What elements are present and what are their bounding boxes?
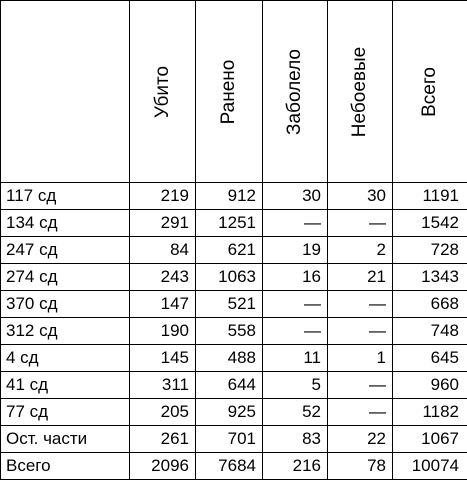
table-cell: 668 (393, 291, 467, 318)
row-label-cell: 134 сд (1, 210, 130, 237)
table-body (1, 183, 467, 480)
table-cell: 243 (130, 264, 196, 291)
table-cell: 728 (393, 237, 467, 264)
table-cell: 1063 (196, 264, 263, 291)
table-cell: 925 (196, 399, 263, 426)
table-cell: — (328, 210, 393, 237)
table-cell: 645 (393, 345, 467, 372)
table-cell: 190 (130, 318, 196, 345)
table-cell: 1251 (196, 210, 263, 237)
table-cell: 10074 (393, 453, 467, 480)
table-row (1, 210, 467, 237)
header-sick (263, 1, 328, 183)
table-row (1, 453, 467, 480)
table-cell: 1067 (393, 426, 467, 453)
table-cell: 7684 (196, 453, 263, 480)
table-cell: 205 (130, 399, 196, 426)
table-cell: 621 (196, 237, 263, 264)
table-row (1, 345, 467, 372)
table-cell: 11 (263, 345, 328, 372)
table-cell: 30 (263, 183, 328, 210)
table-cell: 644 (196, 372, 263, 399)
table-cell: 83 (263, 426, 328, 453)
table-cell: 960 (393, 372, 467, 399)
table-cell: 1182 (393, 399, 467, 426)
table-cell: 52 (263, 399, 328, 426)
table-cell: 701 (196, 426, 263, 453)
table-cell: 78 (328, 453, 393, 480)
table-cell: 1542 (393, 210, 467, 237)
table-row (1, 291, 467, 318)
row-label-cell: 274 сд (1, 264, 130, 291)
table-row (1, 399, 467, 426)
table-cell: 216 (263, 453, 328, 480)
table-cell: 22 (328, 426, 393, 453)
table-cell: 21 (328, 264, 393, 291)
row-label-cell: 4 сд (1, 345, 130, 372)
table-cell: 912 (196, 183, 263, 210)
table-row (1, 237, 467, 264)
table-cell: 2096 (130, 453, 196, 480)
header-sick-label: Заболело (284, 49, 306, 135)
table-cell: 30 (328, 183, 393, 210)
table-cell: 147 (130, 291, 196, 318)
table-cell: 261 (130, 426, 196, 453)
table-cell: — (328, 372, 393, 399)
table-cell: — (263, 291, 328, 318)
table-row (1, 183, 467, 210)
header-wounded (196, 1, 263, 183)
header-corner-cell (1, 1, 130, 183)
table-cell: 521 (196, 291, 263, 318)
table-cell: 311 (130, 372, 196, 399)
table-cell: 1343 (393, 264, 467, 291)
table-cell: 19 (263, 237, 328, 264)
row-label-cell: Всего (1, 453, 130, 480)
table-cell: — (328, 318, 393, 345)
header-row (1, 1, 467, 183)
table-row (1, 318, 467, 345)
row-label-cell: 247 сд (1, 237, 130, 264)
header-killed-label: Убито (152, 65, 174, 117)
row-label-cell: 370 сд (1, 291, 130, 318)
table-cell: — (328, 399, 393, 426)
table-cell: — (263, 318, 328, 345)
header-noncombat (328, 1, 393, 183)
table-cell: 488 (196, 345, 263, 372)
table-cell: 1 (328, 345, 393, 372)
table-row (1, 372, 467, 399)
table-row (1, 426, 467, 453)
table-cell: 5 (263, 372, 328, 399)
table-cell: 145 (130, 345, 196, 372)
table-cell: 2 (328, 237, 393, 264)
table-cell: 748 (393, 318, 467, 345)
row-label-cell: 312 сд (1, 318, 130, 345)
header-total-label: Всего (419, 67, 441, 117)
header-noncombat-label: Небоевые (349, 46, 371, 136)
table-cell: 291 (130, 210, 196, 237)
table-cell: 558 (196, 318, 263, 345)
header-wounded-label: Ранено (218, 59, 240, 124)
header-killed (130, 1, 196, 183)
header-total (393, 1, 467, 183)
row-label-cell: 117 сд (1, 183, 130, 210)
table-cell: 84 (130, 237, 196, 264)
table-cell: 16 (263, 264, 328, 291)
table-cell: 219 (130, 183, 196, 210)
row-label-cell: 77 сд (1, 399, 130, 426)
row-label-cell: 41 сд (1, 372, 130, 399)
table-row (1, 264, 467, 291)
table-cell: — (263, 210, 328, 237)
table-cell: — (328, 291, 393, 318)
row-label-cell: Ост. части (1, 426, 130, 453)
table-cell: 1191 (393, 183, 467, 210)
